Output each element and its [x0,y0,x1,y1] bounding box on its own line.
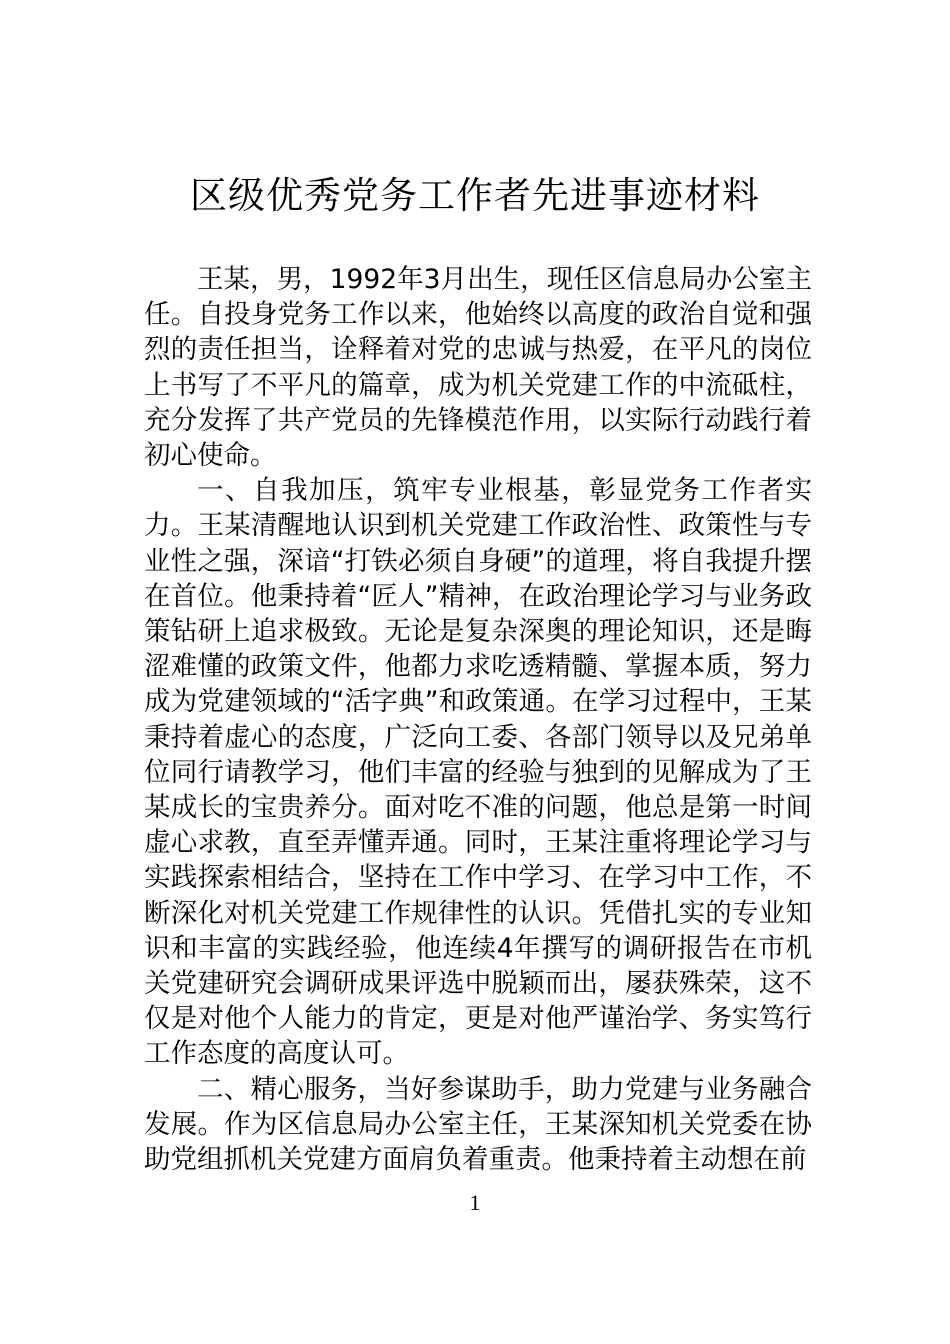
document-body [144,262,812,1177]
paragraph-intro: 王某，男，1992年3月出生，现任区信息局办公室主任。自投身党务工作以来，他始终以高度的政治自觉和强烈的责任担当，诠释着对党的忠诚与热爱，在平凡的岗位上书写了不平凡的篇章，成为机关党建工作的中流砥柱，充分发挥了共产党员的先锋模范作用，以实际行动践行着初心使命。 [144,264,812,472]
page-number: 1 [469,1190,481,1215]
paragraph-section-one: 一、自我加压，筑牢专业根基，彰显党务工作者实力。王某清醒地认识到机关党建工作政治性、政策性与专业性之强，深谙“打铁必须自身硬”的道理，将自我提升摆在首位。他秉持着“匠人”精神，在政治理论学习与业务政策钻研上追求极致。无论是复杂深奥的理论知识，还是晦涩难懂的政策文件，他都力求吃透精髓、掌握本质，努力成为党建领域的“活字典”和政策通。在学习过程中，王某秉持着虚心的态度，广泛向工委、各部门领导以及兄弟单位同行请教学习，他们丰富的经验与独到的见解成为了王某成长的宝贵养分。面对吃不准的问题，他总是第一时间虚心求教，直至弄懂弄通。同时，王某注重将理论学习与实践探索相结合，坚持在工作中学习、在学习中工作，不断深化对机关党建工作规律性的认识。凭借扎实的专业知识和丰富的实践经验，他连续4年撰写的调研报告在市机关党建研究会调研成果评选中脱颖而出，屡获殊荣，这不仅是对他个人能力的肯定，更是对他严谨治学、务实笃行工作态度的高度认可。 [144,475,812,1070]
paragraph-section-two: 二、精心服务，当好参谋助手，助力党建与业务融合发展。作为区信息局办公室主任，王某深知机关党委在协助党组抓机关党建方面肩负着重责。他秉持着主动想在前 [144,1073,812,1176]
document-title: 区级优秀党务工作者先进事迹材料 [190,174,760,217]
